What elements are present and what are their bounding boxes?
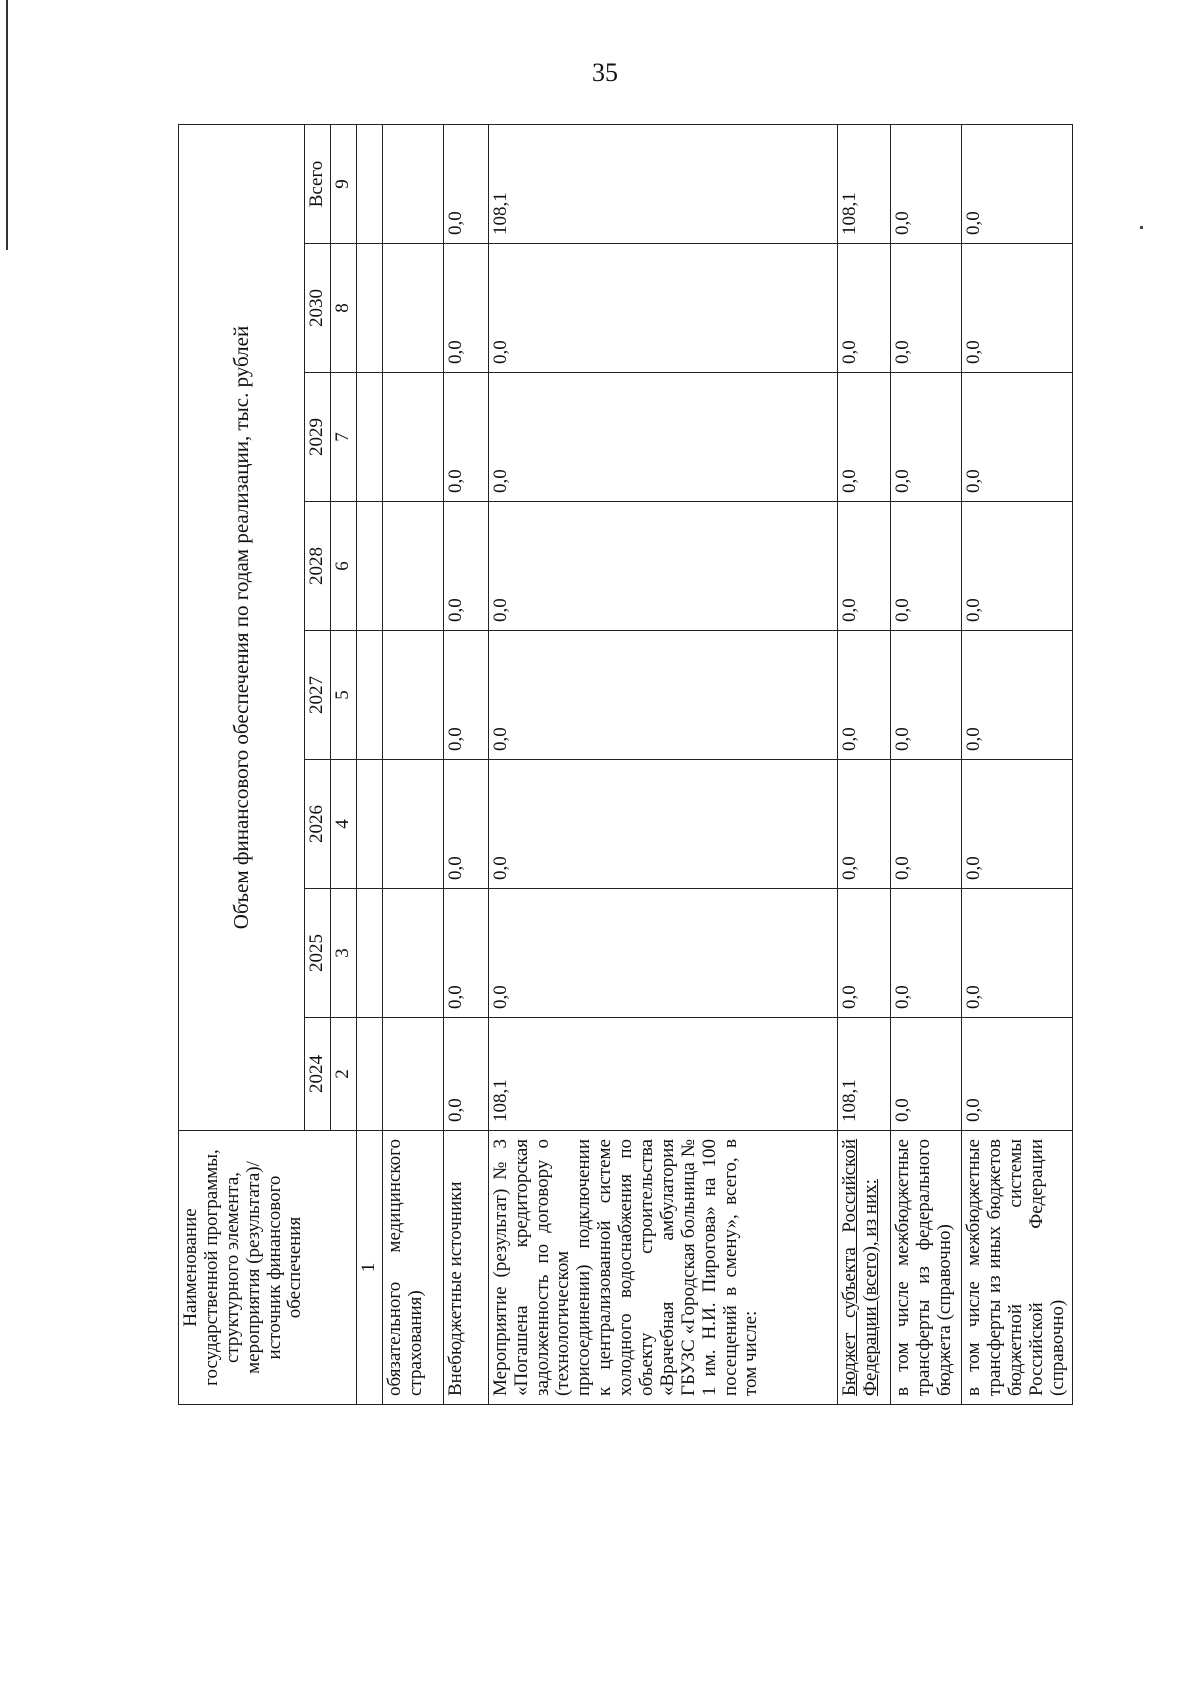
row-name: Внебюджетные источники [444,1131,489,1405]
header-row-colnums-b [357,124,383,1404]
table-row: Внебюджетные источники 0,0 0,0 0,0 0,0 0,0 0,0 0,0 0,0 [444,124,489,1404]
colnum-1: 1 [357,1131,383,1405]
table-row: Бюджет субъекта Российской Федерации (всего), из них: 108,1 0,0 0,0 0,0 0,0 0,0 0,0 108,1 [838,124,891,1404]
table-row: в том числе межбюджетные трансферты из иных бюджетов бюджетной системы Российской Федерации (справочно) 0,0 0,0 0,0 0,0 0,0 0,0 0,0 0,0 [962,124,1073,1404]
year-2025: 2025 [304,889,330,1018]
row-name: Мероприятие (результат) № 3 «Погашена кредиторская задолженность по договору о (технологическом присоединении) подключении к централизованной системе холодного водоснабжения по объекту строительства «Врачебная амбулатория ГБУЗС «Городская больница № 1 им. Н.И. Пирогова» на 100 посещений в смену», всего, в том числе: [488,1131,838,1405]
row-name: в том числе межбюджетные трансферты из федерального бюджета (справочно) [891,1131,962,1405]
page-number: 35 [592,58,618,87]
year-2026: 2026 [304,760,330,889]
scan-speck [1140,226,1143,229]
header-volume-title: Объем финансового обеспечения по годам реализации, тыс. рублей [179,124,305,1130]
colnum-8: 8 [330,244,356,373]
row-name: Бюджет субъекта Российской Федерации (всего), из них: [838,1131,891,1405]
rotated-table-wrapper [178,125,1073,1405]
financing-table [178,124,1073,1405]
table-row [383,124,444,1404]
year-2030: 2030 [304,244,330,373]
header-name-cell: Наименование государственной программы, структурного элемента, мероприятия (результата)/источник финансового обеспечения [179,1131,357,1405]
row-name: обязательного медицинского страхования) [383,1131,444,1405]
colnum-5: 5 [330,631,356,760]
year-2024: 2024 [304,1018,330,1131]
colnum-9: 9 [330,124,356,243]
year-total: Всего [304,124,330,243]
year-2027: 2027 [304,631,330,760]
scan-edge-line [6,0,8,250]
colnum-2: 2 [330,1018,356,1131]
year-2029: 2029 [304,373,330,502]
colnum-3: 3 [330,889,356,1018]
colnum-7: 7 [330,373,356,502]
row-name: в том числе межбюджетные трансферты из иных бюджетов бюджетной системы Российской Федерации (справочно) [962,1131,1073,1405]
header-row-title [179,124,305,1404]
colnum-4: 4 [330,760,356,889]
table-row: в том числе межбюджетные трансферты из федерального бюджета (справочно) 0,0 0,0 0,0 0,0 0,0 0,0 0,0 0,0 [891,124,962,1404]
table-row: Мероприятие (результат) № 3 «Погашена кредиторская задолженность по договору о (технологическом присоединении) подключении к централизованной системе холодного водоснабжения по объекту строительства «Врачебная амбулатория ГБУЗС «Городская больница № 1 им. Н.И. Пирогова» на 100 посещений в смену», всего, в том числе: 108,1 0,0 0,0 0,0 0,0 0,0 0,0 108,1 [488,124,838,1404]
year-2028: 2028 [304,502,330,631]
colnum-6: 6 [330,502,356,631]
